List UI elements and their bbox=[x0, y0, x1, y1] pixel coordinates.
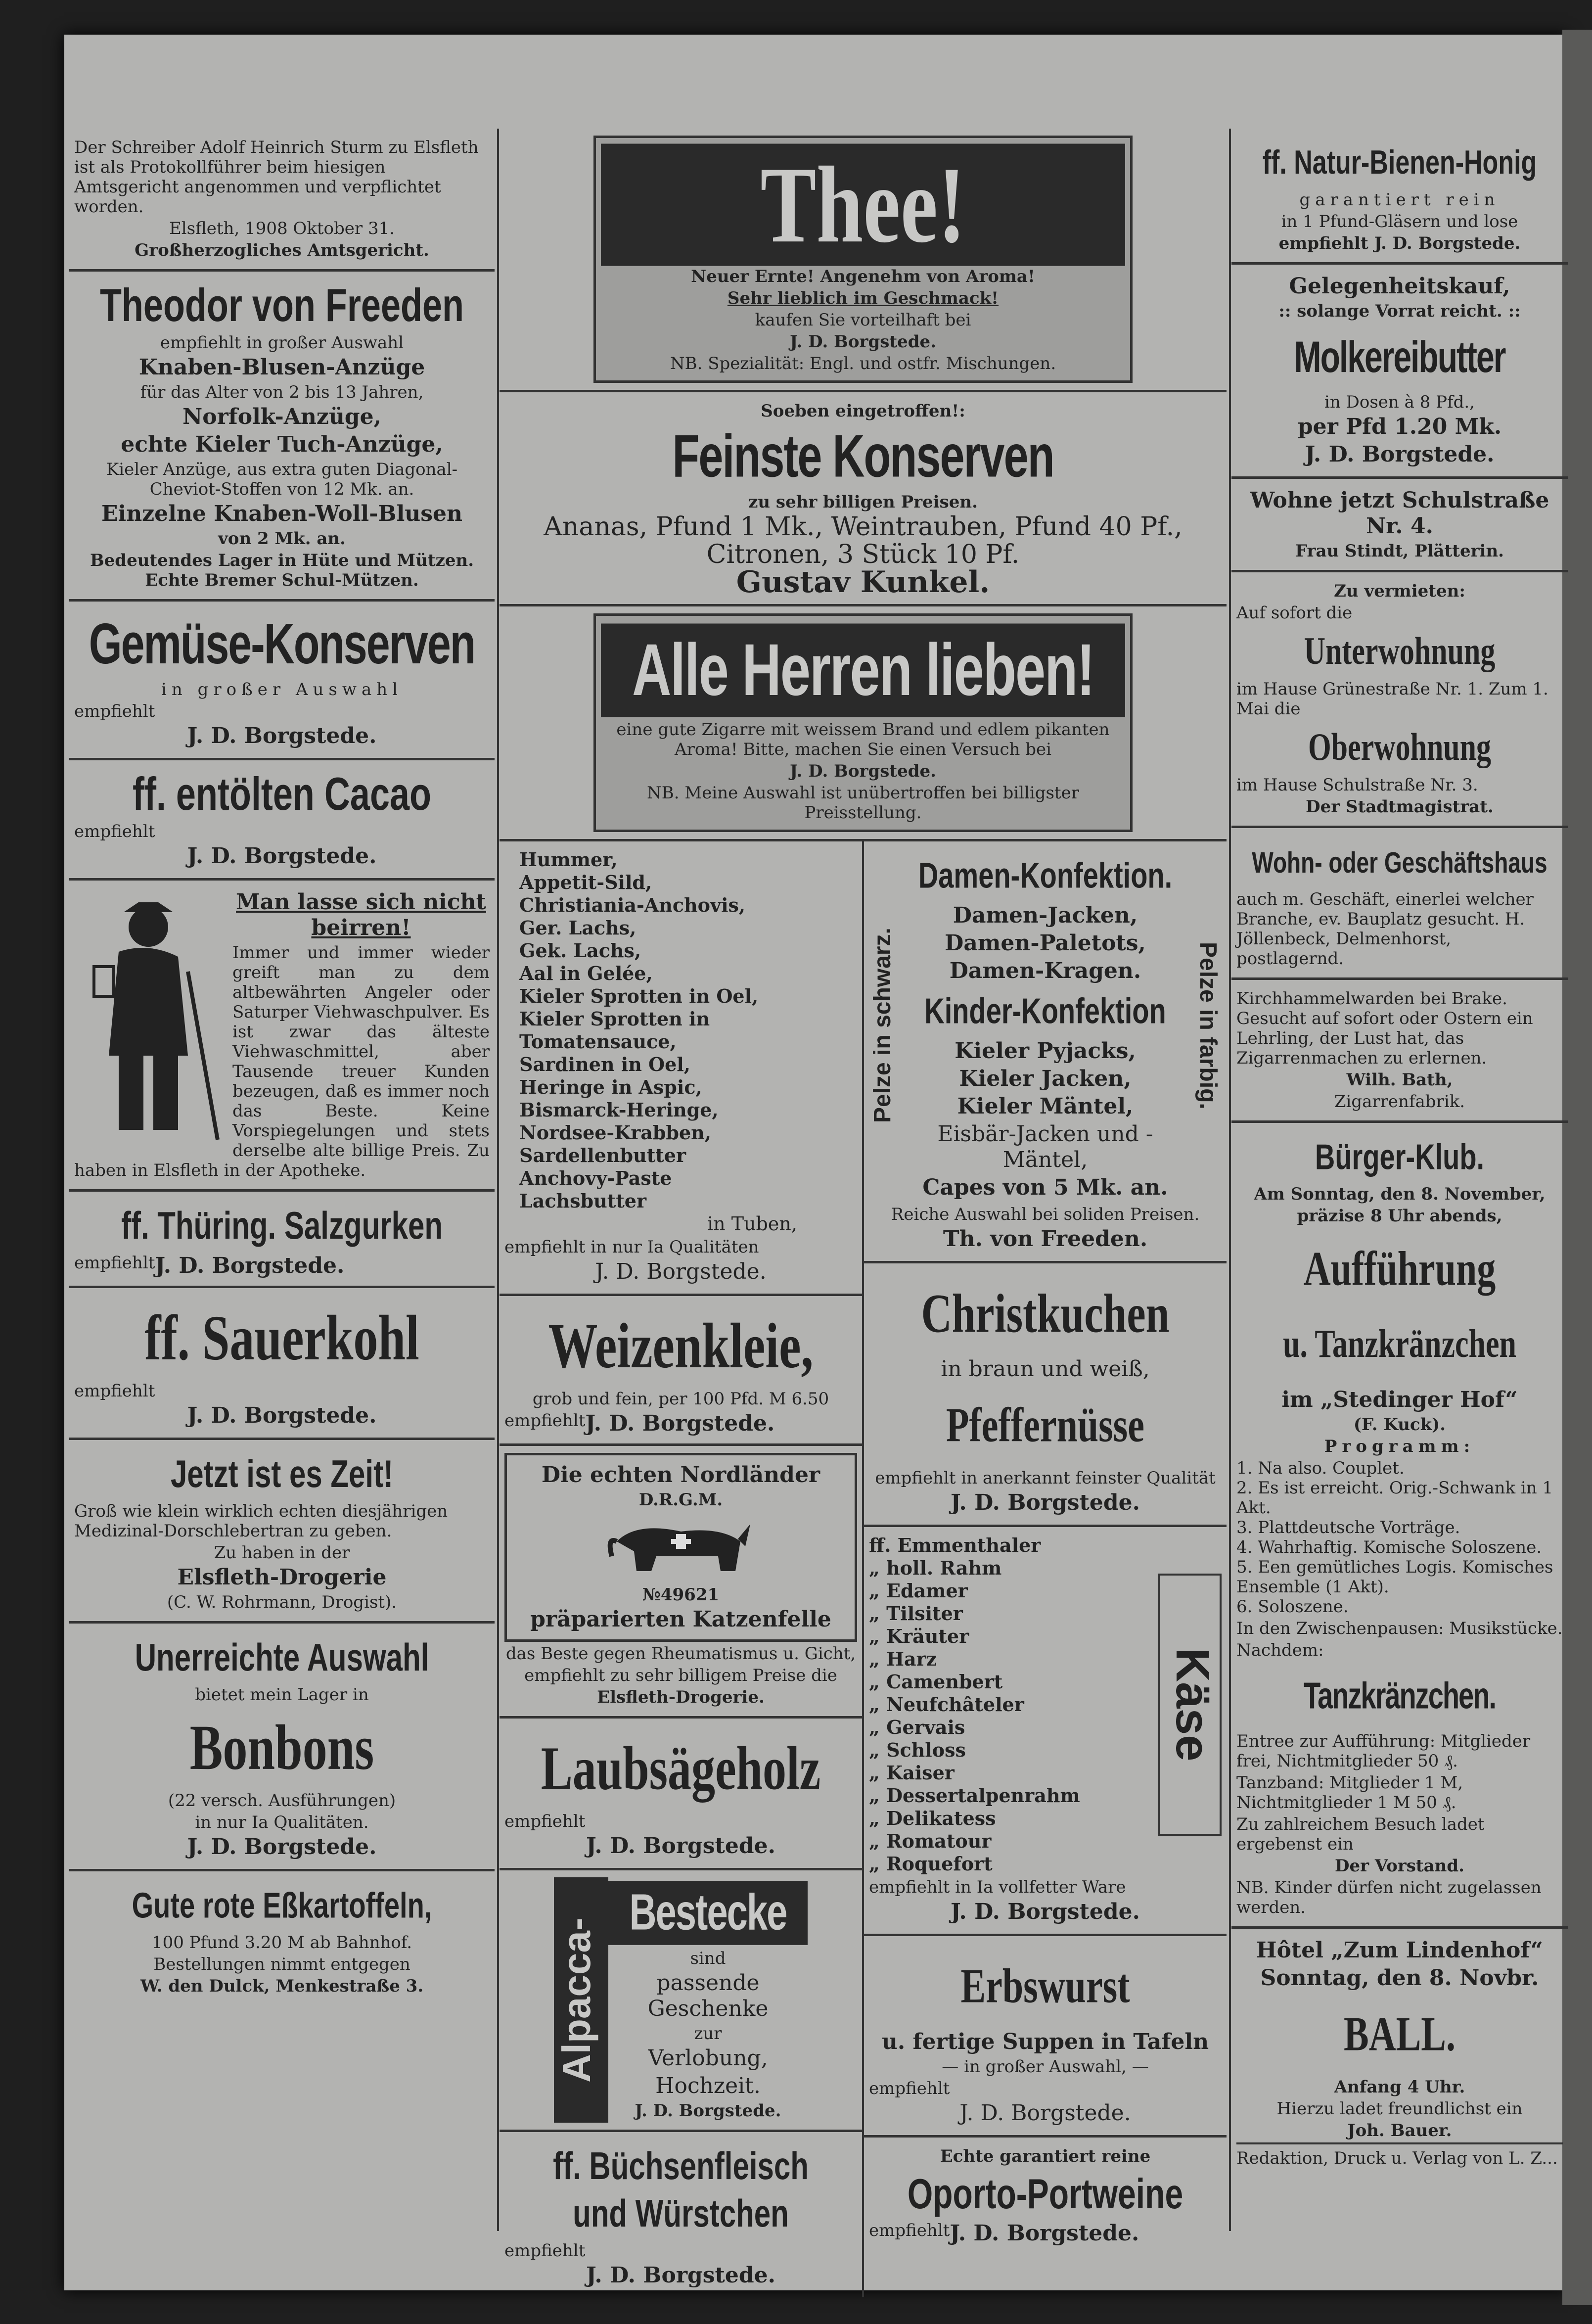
ad-bestecke bbox=[500, 1870, 862, 2132]
list-item: „ Gervais bbox=[869, 1716, 965, 1738]
list-item: „ Neufchâteler bbox=[869, 1693, 1024, 1716]
ad-title: Pfeffernüsse bbox=[946, 1398, 1144, 1452]
trademark-label: D.R.G.M. bbox=[638, 1490, 723, 1510]
ad-line: Am Sonntag, den 8. November, bbox=[1254, 1184, 1546, 1204]
ad-line: Gelegenheitskauf, bbox=[1289, 274, 1510, 299]
list-item: Kieler Sprotten in Oel, bbox=[519, 985, 759, 1007]
list-item: Bismarck-Heringe, bbox=[519, 1099, 719, 1121]
ad-line: Hierzu ladet freundlichst ein bbox=[1276, 2099, 1523, 2119]
ad-line: Knaben-Blusen-Anzüge bbox=[138, 355, 425, 380]
ad-line: im „Stedinger Hof“ bbox=[1281, 1387, 1518, 1412]
ad-line: für das Alter von 2 bis 13 Jahren, bbox=[140, 382, 424, 402]
list-item: Appetit-Sild, bbox=[519, 871, 652, 893]
ad-line: Programm: bbox=[1324, 1437, 1475, 1456]
ad-line: Hochzeit. bbox=[655, 2073, 761, 2098]
ad-vendor: J. D. Borgstede. bbox=[586, 2263, 775, 2288]
ad-cacao bbox=[69, 760, 495, 881]
list-item: „ Romatour bbox=[869, 1830, 992, 1852]
ad-line: Kieler Pyjacks, bbox=[955, 1038, 1136, 1064]
list-item: Sardinen in Oel, bbox=[519, 1053, 690, 1075]
ad-vendor: Der Stadtmagistrat. bbox=[1306, 797, 1494, 817]
ad-vendor: Gustav Kunkel. bbox=[736, 565, 990, 600]
ad-vendor: J. D. Borgstede. bbox=[951, 1899, 1140, 1924]
ad-line: Tanzband: Mitglieder 1 M, Nichtmitglieder 1 M 50 ₰. bbox=[1236, 1773, 1463, 1813]
ad-line: — in großer Auswahl, — bbox=[942, 2057, 1149, 2077]
ad-vendor: Der Vorstand. bbox=[1335, 1856, 1464, 1876]
ad-line: Kieler Anzüge, aus extra guten Diagonal- Cheviot-Stoffen von 12 Mk. an. bbox=[106, 460, 458, 499]
notice-signature: Großherzogliches Amtsgericht. bbox=[135, 240, 429, 260]
ad-line: (22 versch. Ausführungen) bbox=[168, 1791, 396, 1811]
ad-title: Christkuchen bbox=[921, 1282, 1170, 1345]
ad-line: empfiehlt bbox=[504, 2241, 586, 2261]
ad-line: empfiehlt bbox=[74, 1253, 155, 1273]
cat-logo-icon bbox=[607, 1512, 755, 1581]
ad-vendor: Elsfleth-Drogerie. bbox=[597, 1687, 765, 1707]
ad-salzgurken bbox=[69, 1192, 495, 1288]
ad-zigarre bbox=[500, 606, 1227, 841]
ad-title: Wohn- oder Geschäftshaus bbox=[1252, 845, 1547, 879]
ad-title: Molkereibutter bbox=[1294, 332, 1505, 381]
ad-line: Zigarrenfabrik. bbox=[1334, 1092, 1465, 1112]
ad-line: kaufen Sie vorteilhaft bei bbox=[755, 310, 971, 330]
list-item: „ Roquefort bbox=[869, 1853, 993, 1875]
ad-katzenfelle bbox=[500, 1446, 862, 1719]
ad-line: NB. Spezialität: Engl. und ostfr. Mischungen. bbox=[670, 354, 1056, 373]
ad-line: das Beste gegen Rheumatismus u. Gicht, bbox=[505, 1644, 856, 1664]
ad-title: Erbswurst bbox=[960, 1959, 1130, 2013]
ad-line: :: solange Vorrat reicht. :: bbox=[1278, 301, 1521, 321]
ad-line: in großer Auswahl bbox=[161, 680, 403, 699]
list-item: „ Dessertalpenrahm bbox=[869, 1784, 1080, 1807]
ad-konserven bbox=[500, 392, 1227, 606]
angler-figure-illustration bbox=[74, 892, 223, 1150]
ad-title: ff. Sauerkohl bbox=[144, 1302, 419, 1374]
trademark-number: №49621 bbox=[642, 1585, 720, 1605]
list-item: 5. Een gemütliches Logis. Komisches Ensemble (1 Akt). bbox=[1236, 1557, 1553, 1597]
ad-line: In den Zwischenpausen: Musikstücke. bbox=[1236, 1619, 1563, 1638]
ad-line: (C. W. Rohrmann, Drogist). bbox=[167, 1592, 397, 1612]
ad-line: empfiehlt bbox=[74, 1381, 155, 1401]
ad-line: Reiche Auswahl bei soliden Preisen. bbox=[891, 1205, 1200, 1224]
ad-line: empfiehlt bbox=[74, 822, 155, 841]
ad-title: Gute rote Eßkartoffeln, bbox=[132, 1885, 432, 1926]
list-item: „ holl. Rahm bbox=[869, 1557, 1002, 1579]
list-item: Anchovy-Paste bbox=[519, 1167, 672, 1189]
ad-vendor: Th. von Freeden. bbox=[943, 1226, 1148, 1252]
ad-title: Man lasse sich nicht beirren! bbox=[236, 889, 486, 940]
ad-line: in Dosen à 8 Pfd., bbox=[1324, 392, 1475, 412]
ad-sauerkohl bbox=[69, 1288, 495, 1440]
ad-line: Nachdem: bbox=[1236, 1640, 1324, 1660]
list-note: in Tuben, bbox=[707, 1213, 797, 1235]
ad-line: Bestellungen nimmt entgegen bbox=[153, 1954, 410, 1974]
ad-title: Aufführung bbox=[1303, 1242, 1496, 1296]
ad-line: NB. Meine Auswahl ist unübertroffen bei billigster Preisstellung. bbox=[647, 783, 1079, 823]
column-middle bbox=[500, 129, 1227, 2297]
ad-line: präzise 8 Uhr abends, bbox=[1297, 1206, 1502, 1226]
ad-vendor: J. D. Borgstede. bbox=[585, 1411, 775, 1436]
ad-vendor: J. D. Borgstede. bbox=[951, 1490, 1140, 1515]
list-item: 3. Plattdeutsche Vorträge. bbox=[1236, 1518, 1460, 1537]
list-item: 2. Es ist erreicht. Orig.-Schwank in 1 Akt. bbox=[1236, 1478, 1553, 1518]
ad-line: Entree zur Aufführung: Mitglieder frei, Nichtmitglieder 50 ₰. bbox=[1236, 1731, 1531, 1771]
list-item: „ Tilsiter bbox=[869, 1602, 963, 1625]
list-item: „ Harz bbox=[869, 1648, 937, 1670]
ad-line: Neuer Ernte! Angenehm von Aroma! bbox=[691, 267, 1035, 286]
ad-line: Zu zahlreichem Besuch ladet ergebenst ein bbox=[1236, 1814, 1485, 1854]
ad-line: Elsfleth-Drogerie bbox=[177, 1565, 387, 1590]
list-item: „ Delikatess bbox=[869, 1807, 996, 1829]
ad-title: Gemüse-Konserven bbox=[89, 612, 475, 676]
ad-title: Oporto-Portweine bbox=[907, 2169, 1183, 2218]
ad-line: W. den Dulck, Menkestraße 3. bbox=[140, 1976, 424, 1996]
list-item: Gek. Lachs, bbox=[519, 939, 641, 962]
ad-line: Kieler Mäntel, bbox=[957, 1094, 1134, 1119]
ad-title: Unerreichte Auswahl bbox=[135, 1635, 429, 1679]
ad-vendor: J. D. Borgstede. bbox=[959, 2100, 1131, 2126]
ad-text: Kirchhammelwarden bei Brake. Gesucht auf sofort oder Ostern ein Lehrling, der Lust hat, das Zigarrenmachen zu erlernen. bbox=[1236, 989, 1533, 1068]
ad-line: empfiehlt bbox=[504, 1411, 586, 1431]
ad-kartoffeln bbox=[69, 1871, 495, 2005]
ad-title: Laubsägeholz bbox=[541, 1733, 821, 1803]
ad-line: echte Kieler Tuch-Anzüge, bbox=[121, 432, 443, 457]
ad-text: auch m. Geschäft, einerlei welcher Branche, ev. Bauplatz gesucht. H. Jöllenbeck, Delmenhorst, postlagernd. bbox=[1236, 889, 1534, 969]
list-item: Christiania-Anchovis, bbox=[519, 894, 746, 916]
list-item: „ Kaiser bbox=[869, 1762, 955, 1784]
ad-line: Frau Stindt, Plätterin. bbox=[1295, 541, 1504, 561]
ad-row bbox=[500, 841, 1227, 2297]
impressum: Redaktion, Druck u. Verlag von L. Z... bbox=[1236, 2142, 1563, 2168]
ad-headline: präparierten Katzenfelle bbox=[530, 1607, 831, 1632]
ad-line: empfiehlt in Ia vollfetter Ware bbox=[869, 1877, 1126, 1897]
ad-title: Jetzt ist es Zeit! bbox=[170, 1452, 394, 1495]
ad-line: grob und fein, per 100 Pfd. M 6.50 bbox=[532, 1389, 829, 1409]
ad-title: BALL. bbox=[1344, 2007, 1456, 2061]
ad-title: ff. Büchsenfleisch bbox=[553, 2144, 809, 2187]
ad-laubsaegeholz bbox=[500, 1719, 862, 1870]
ad-line: zu sehr billigen Preisen. bbox=[748, 492, 978, 512]
ad-line: empfiehlt in nur Ia Qualitäten bbox=[504, 1237, 759, 1257]
list-item: „ Kräuter bbox=[869, 1625, 969, 1647]
notice-text: Der Schreiber Adolf Heinrich Sturm zu Elsfleth ist als Protokollführer beim hiesigen Amtsgericht angenommen und verpflichtet worden. bbox=[74, 138, 479, 217]
column-rule bbox=[1229, 129, 1231, 2231]
ad-vendor: J. D. Borgstede. bbox=[187, 1834, 377, 1859]
ad-line: empfiehlt bbox=[869, 2221, 950, 2240]
ad-line: Einzelne Knaben-Woll-Blusen bbox=[101, 501, 463, 526]
ad-line: Zu haben in der bbox=[214, 1543, 350, 1563]
ad-vendor: J. D. Borgstede. bbox=[187, 843, 377, 869]
ad-amtsgericht bbox=[69, 129, 495, 272]
ad-thee bbox=[500, 129, 1227, 392]
list-item: ff. Emmenthaler bbox=[869, 1534, 1041, 1556]
ad-line: empfiehlt zu sehr billigem Preise die bbox=[524, 1666, 837, 1685]
ad-line: Citronen, 3 Stück 10 Pf. bbox=[706, 540, 1020, 569]
list-item: Ger. Lachs, bbox=[519, 917, 637, 939]
ad-line: Ananas, Pfund 1 Mk., Weintrauben, Pfund 40 Pf., bbox=[544, 512, 1183, 542]
ad-title: Damen-Konfektion. bbox=[918, 855, 1173, 896]
list-item: Sardellenbutter bbox=[519, 1144, 686, 1166]
ad-line: sind bbox=[690, 1949, 726, 1968]
ad-title: Theodor von Freeden bbox=[99, 280, 464, 331]
ad-line: (F. Kuck). bbox=[1353, 1415, 1446, 1435]
ad-line: Capes von 5 Mk. an. bbox=[922, 1175, 1168, 1200]
ad-title: Unterwohnung bbox=[1304, 630, 1496, 672]
list-item: Kieler Sprotten in Tomatensauce, bbox=[519, 1008, 710, 1053]
ad-title: Tanzkränzchen. bbox=[1304, 1674, 1496, 1717]
ad-line: 100 Pfund 3.20 M ab Bahnhof. bbox=[151, 1933, 412, 1952]
ad-line: in braun und weiß, bbox=[941, 1356, 1150, 1382]
ad-lehrling bbox=[1231, 980, 1568, 1123]
ad-title: ff. entölten Cacao bbox=[132, 769, 432, 820]
ad-lebertran bbox=[69, 1440, 495, 1624]
list-item: Hummer, bbox=[519, 848, 618, 871]
ad-title: Bürger-Klub. bbox=[1315, 1136, 1485, 1177]
ad-line: empfiehlt bbox=[869, 2079, 950, 2098]
ad-line: Damen-Kragen. bbox=[949, 958, 1141, 983]
column-left bbox=[69, 129, 495, 2005]
ad-line: Anfang 4 Uhr. bbox=[1334, 2077, 1465, 2097]
ad-christkuchen bbox=[864, 1263, 1227, 1527]
ad-headline: Bonbons bbox=[189, 1712, 374, 1783]
ad-vendor: J. D. Borgstede. bbox=[595, 1259, 767, 1284]
ad-geschaeftshaus bbox=[1231, 828, 1568, 980]
ad-vendor: Joh. Bauer. bbox=[1347, 2121, 1452, 2140]
ad-fischkonserven bbox=[500, 841, 862, 1296]
ad-side-label: Pelze in farbig. bbox=[1195, 941, 1221, 1110]
ad-portwein bbox=[864, 2138, 1227, 2253]
ad-line: passende Geschenke bbox=[647, 1970, 769, 2021]
ad-ball bbox=[1231, 1929, 1568, 2177]
ad-line: zur bbox=[694, 2024, 722, 2044]
ad-vendor: Wilh. Bath, bbox=[1346, 1070, 1453, 1090]
ad-title: ff. Natur-Bienen-Honig bbox=[1262, 144, 1537, 182]
list-item: 1. Na also. Couplet. bbox=[1236, 1458, 1405, 1478]
ad-bonbons bbox=[69, 1624, 495, 1871]
list-item: Heringe in Aspic, bbox=[519, 1076, 702, 1098]
ad-line: empfiehlt bbox=[504, 1812, 586, 1831]
ad-line: NB. Kinder dürfen nicht zugelassen werden. bbox=[1236, 1878, 1542, 1917]
ad-line: Kieler Jacken, bbox=[959, 1066, 1132, 1091]
ad-line: im Hause Grünestraße Nr. 1. Zum 1. Mai die bbox=[1236, 679, 1548, 719]
ad-line: Zu vermieten: bbox=[1334, 581, 1465, 601]
ad-line: Echte garantiert reine bbox=[940, 2146, 1151, 2166]
ad-line: bietet mein Lager in bbox=[195, 1685, 369, 1705]
ad-vendor: J. D. Borgstede. bbox=[155, 1253, 345, 1278]
ad-line: empfiehlt in großer Auswahl bbox=[160, 333, 404, 353]
ad-buerger-klub bbox=[1231, 1123, 1568, 1929]
ad-line: Verlobung, bbox=[648, 2045, 768, 2071]
ad-molkereibutter bbox=[1231, 265, 1568, 479]
ad-line: eine gute Zigarre mit weissem Brand und edlem pikanten Aroma! Bitte, machen Sie einen Versuch bei bbox=[616, 720, 1110, 759]
column-rule bbox=[497, 129, 499, 2231]
ad-text: Groß wie klein wirklich echten diesjährigen Medizinal-Dorschlebertran zu geben. bbox=[74, 1501, 448, 1541]
list-item: „ Camenbert bbox=[869, 1671, 1003, 1693]
ad-line: Damen-Jacken, bbox=[953, 903, 1138, 928]
ad-weizenkleie bbox=[500, 1296, 862, 1446]
list-item: „ Schloss bbox=[869, 1739, 966, 1761]
ad-vendor: J. D. Borgstede. bbox=[586, 1833, 775, 1859]
ad-title: Wohne jetzt Schulstraße Nr. 4. bbox=[1250, 488, 1549, 539]
ad-line: in 1 Pfund-Gläsern und lose bbox=[1281, 212, 1518, 232]
ad-title: Bestecke bbox=[608, 1881, 808, 1945]
ad-title: Kinder-Konfektion bbox=[924, 990, 1166, 1031]
list-item: 4. Wahrhaftig. Komische Soloszene. bbox=[1236, 1537, 1542, 1557]
ad-line: im Hause Schulstraße Nr. 3. bbox=[1236, 775, 1478, 795]
list-item: Aal in Gelée, bbox=[519, 962, 653, 984]
ad-vermieten bbox=[1231, 572, 1568, 828]
ad-title: Thee! bbox=[601, 144, 1125, 266]
list-item: 6. Soloszene. bbox=[1236, 1597, 1349, 1617]
ad-line: empfiehlt in anerkannt feinster Qualität bbox=[875, 1468, 1216, 1488]
ad-side-label: Alpacca- bbox=[554, 1877, 608, 2123]
ad-line: Eisbär-Jacken und -Mäntel, bbox=[937, 1121, 1153, 1172]
list-item: Nordsee-Krabben, bbox=[519, 1121, 712, 1144]
ad-line: per Pfd 1.20 Mk. bbox=[1297, 414, 1502, 439]
ad-line: Norfolk-Anzüge, bbox=[182, 404, 381, 429]
notice-date: Elsfleth, 1908 Oktober 31. bbox=[169, 219, 395, 238]
ad-vendor: J. D. Borgstede. bbox=[790, 332, 936, 352]
ad-line: Soeben eingetroffen!: bbox=[761, 401, 965, 421]
ad-freeden bbox=[69, 272, 495, 602]
ad-line: empfiehlt bbox=[74, 701, 155, 721]
ad-line: von 2 Mk. an. bbox=[218, 529, 346, 549]
ad-plaetterin bbox=[1231, 479, 1568, 572]
ad-title: Alle Herren lieben! bbox=[601, 624, 1125, 717]
ad-vendor: empfiehlt J. D. Borgstede. bbox=[1278, 233, 1521, 253]
ad-damen-konfektion bbox=[864, 841, 1227, 1263]
ad-line: Bedeutendes Lager in Hüte und Mützen. Echte Bremer Schul-Mützen. bbox=[90, 551, 474, 590]
ad-side-label: Pelze in schwarz. bbox=[869, 928, 896, 1123]
ad-line: garantiert rein bbox=[1299, 190, 1500, 210]
ad-line: Hôtel „Zum Lindenhof“ bbox=[1256, 1938, 1543, 1963]
ad-viehwaschpulver bbox=[69, 881, 495, 1192]
ad-gemuese bbox=[69, 602, 495, 760]
ad-line: Auf sofort die bbox=[1236, 603, 1353, 623]
ad-erbswurst bbox=[864, 1936, 1227, 2138]
ad-buechsenfleisch bbox=[500, 2132, 862, 2297]
column-right bbox=[1231, 129, 1568, 2177]
ad-title: Weizenkleie, bbox=[548, 1310, 814, 1382]
ad-vendor: J. D. Borgstede. bbox=[790, 761, 936, 781]
ad-line: u. fertige Suppen in Tafeln bbox=[881, 2029, 1209, 2054]
ad-text: Immer und immer wieder greift man zu dem altbewährten Angeler oder Saturper Viehwaschpulver. Es ist zwar das älteste Viehwaschmittel, aber Tausende treuer Kunden bezeugen, daß es immer noch das Beste. Keine Vorspiegelungen und stets derselbe alte billige Preis. Zu haben in Elsfleth in der Apotheke. bbox=[74, 943, 490, 1180]
ad-vendor: J. D. Borgstede. bbox=[187, 723, 377, 748]
ad-vendor: J. D. Borgstede. bbox=[950, 2221, 1139, 2246]
ad-vendor: J. D. Borgstede. bbox=[635, 2101, 781, 2121]
ad-title: u. Tanzkränzchen bbox=[1282, 1322, 1517, 1366]
ad-vendor: J. D. Borgstede. bbox=[187, 1403, 377, 1428]
ad-honig bbox=[1231, 129, 1568, 265]
ad-line: Damen-Paletots, bbox=[945, 930, 1146, 956]
ad-line: Sehr lieblich im Geschmack! bbox=[727, 288, 999, 308]
ad-title: Feinste Konserven bbox=[672, 423, 1054, 490]
ad-line: Sonntag, den 8. Novbr. bbox=[1260, 1965, 1539, 1991]
ad-title: und Würstchen bbox=[573, 2191, 789, 2235]
ad-side-label: Käse bbox=[1158, 1574, 1222, 1836]
ad-vendor: J. D. Borgstede. bbox=[1305, 442, 1495, 467]
ad-title: Die echten Nordländer bbox=[541, 1462, 820, 1487]
ad-line: in nur Ia Qualitäten. bbox=[195, 1813, 369, 1832]
list-item: Lachsbutter bbox=[519, 1190, 647, 1212]
ad-kaese bbox=[864, 1527, 1227, 1936]
list-item: „ Edamer bbox=[869, 1580, 968, 1602]
ad-title: ff. Thüring. Salzgurken bbox=[121, 1204, 443, 1247]
ad-title: Oberwohnung bbox=[1308, 726, 1492, 768]
